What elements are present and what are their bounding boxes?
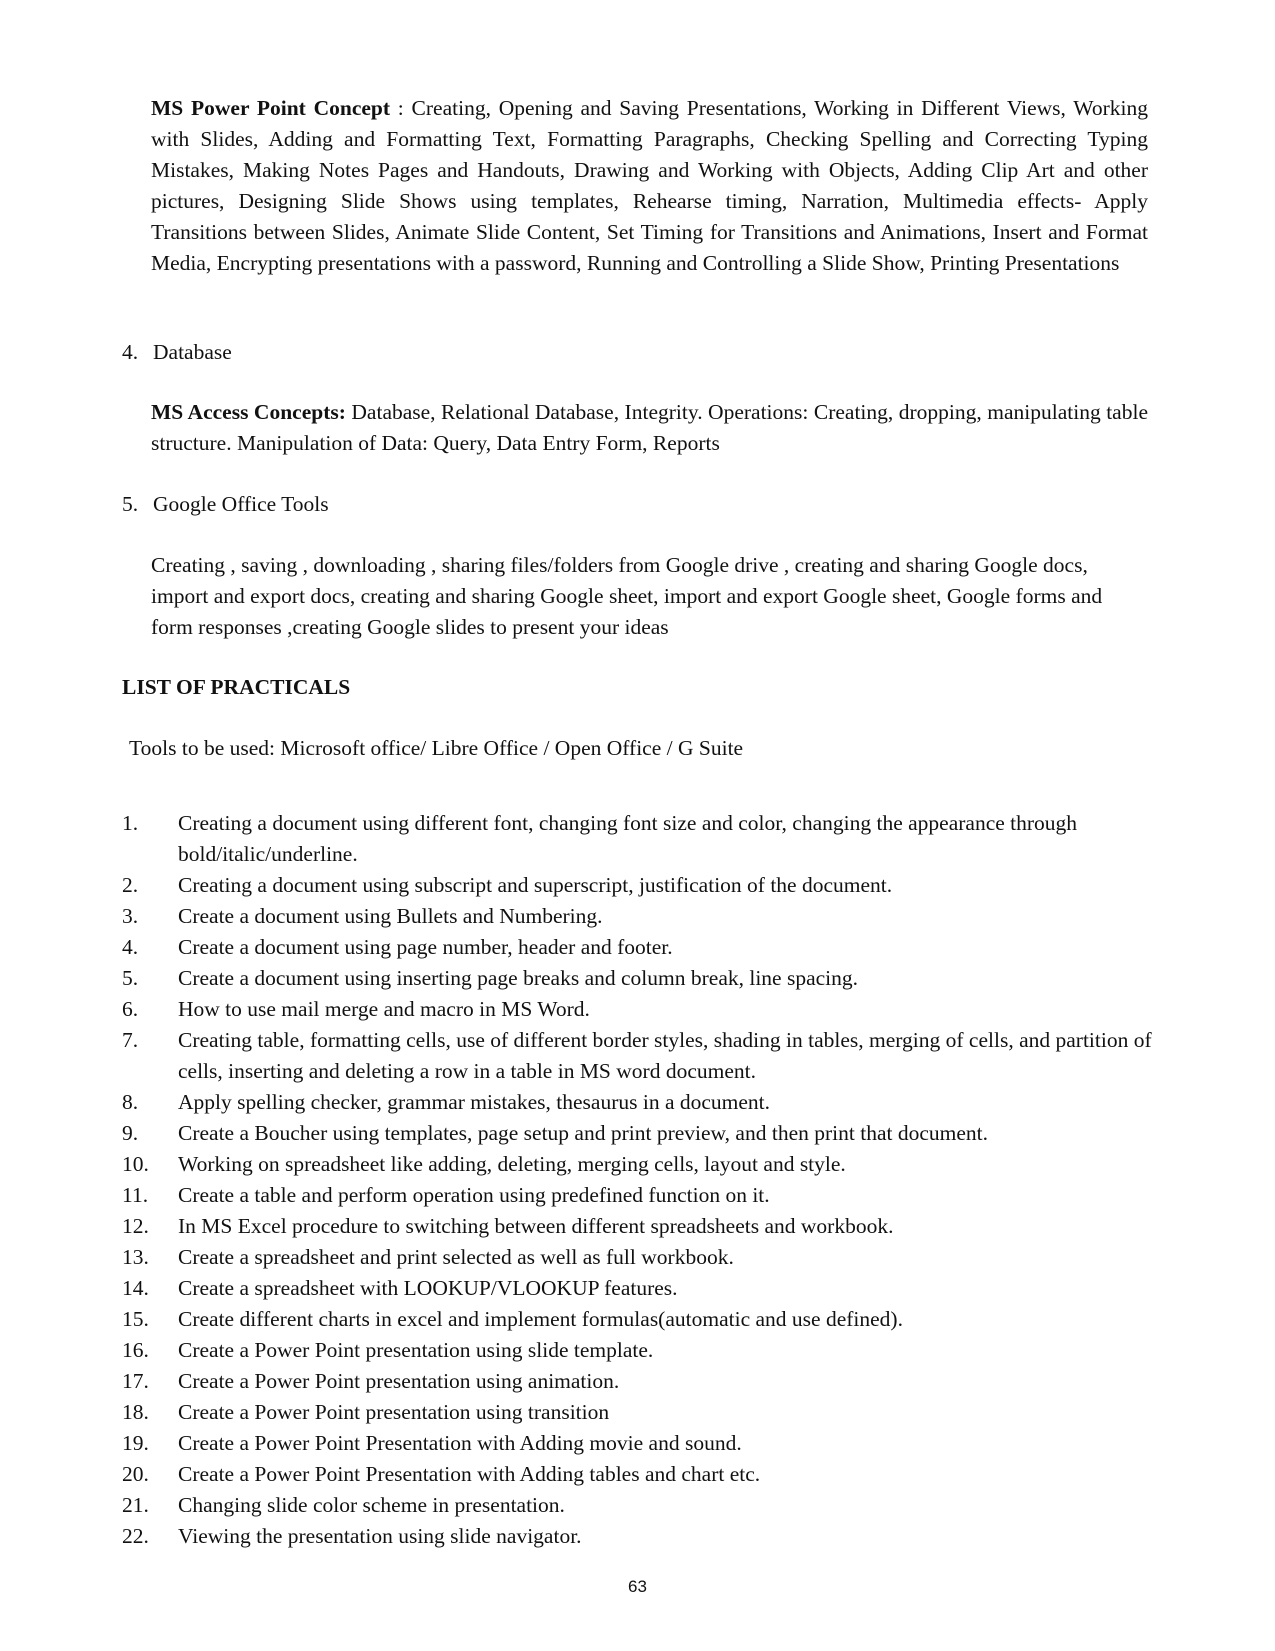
practical-text: In MS Excel procedure to switching between different spreadsheets and workbook. [178,1214,894,1238]
practical-item [122,1273,1152,1304]
practical-item [122,1211,1152,1242]
practical-text: How to use mail merge and macro in MS Word. [178,997,590,1021]
practical-item [122,1521,1152,1552]
practical-item [122,963,1152,994]
practical-text: Create a Power Point Presentation with Adding tables and chart etc. [178,1462,761,1486]
practical-text: Create a spreadsheet and print selected as well as full workbook. [178,1245,734,1269]
practical-number: 4. [122,935,139,959]
practical-number: 21. [122,1493,149,1517]
practical-number: 19. [122,1431,149,1455]
practical-item [122,901,1152,932]
practical-item [122,1242,1152,1273]
practical-item [122,1180,1152,1211]
tools-line: Tools to be used: Microsoft office/ Libre Office / Open Office / G Suite [129,736,744,760]
practical-item [122,808,1152,870]
practical-item [122,1149,1152,1180]
practical-number: 1. [122,811,139,835]
practical-item [122,1025,1152,1087]
practical-item [122,1118,1152,1149]
practical-number: 6. [122,997,139,1021]
practical-text: Create a Power Point Presentation with Adding movie and sound. [178,1431,742,1455]
section-number: 5. [122,492,139,516]
access-concepts-text: Database, Relational Database, Integrity. Operations: Creating, dropping, manipulating table structure. Manipulation of Data: Query, Data Entry Form, Reports [151,400,1148,455]
practical-number: 12. [122,1214,149,1238]
section-number: 4. [122,340,139,364]
section-google-tools-heading [122,489,329,520]
practical-number: 2. [122,873,139,897]
powerpoint-concept-text: : Creating, Opening and Saving Presentations, Working in Different Views, Working with Slides, Adding and Formatting Text, Formatting Paragraphs, Checking Spelling and Correcting Typing Mistakes, Making Notes Pages and Handouts, Drawing and Working with Objects, Adding Clip Art and other pictures, Designing Slide Shows using templates, Rehearse timing, Narration, Multimedia effects- Apply Transitions between Slides, Animate Slide Content, Set Timing for Transitions and Animations, Insert and Format Media, Encrypting presentations with a password, Running and Controlling a Slide Show, Printing Presentations [151,96,1148,275]
practical-item [122,1397,1152,1428]
practical-number: 5. [122,966,139,990]
practical-item [122,1428,1152,1459]
practical-number: 14. [122,1276,149,1300]
practical-text: Working on spreadsheet like adding, deleting, merging cells, layout and style. [178,1152,846,1176]
practical-item [122,1366,1152,1397]
practicals-list [122,808,1152,1552]
practical-number: 13. [122,1245,149,1269]
practical-item [122,1304,1152,1335]
practical-item [122,1490,1152,1521]
powerpoint-concept-paragraph [151,93,1148,279]
practical-text: Create a spreadsheet with LOOKUP/VLOOKUP features. [178,1276,678,1300]
practical-number: 18. [122,1400,149,1424]
practical-number: 10. [122,1152,149,1176]
practical-number: 17. [122,1369,149,1393]
practical-number: 9. [122,1121,139,1145]
practical-number: 3. [122,904,139,928]
practical-item [122,994,1152,1025]
practical-item [122,1335,1152,1366]
google-tools-paragraph: Creating , saving , downloading , sharing files/folders from Google drive , creating and sharing Google docs, import and export docs, creating and sharing Google sheet, import and export Google sheet, Google forms and form responses ,creating Google slides to present your ideas [151,553,1103,639]
practical-text: Viewing the presentation using slide navigator. [178,1524,582,1548]
practicals-heading: LIST OF PRACTICALS [122,675,351,699]
practical-item [122,932,1152,963]
powerpoint-concept-label: MS Power Point Concept [151,96,391,120]
practical-text: Create a document using Bullets and Numbering. [178,904,603,928]
practical-text: Create a table and perform operation using predefined function on it. [178,1183,770,1207]
practical-text: Apply spelling checker, grammar mistakes, thesaurus in a document. [178,1090,771,1114]
practical-text: Create a Boucher using templates, page setup and print preview, and then print that document. [178,1121,988,1145]
practical-text: Create different charts in excel and implement formulas(automatic and use defined). [178,1307,903,1331]
practical-item [122,1459,1152,1490]
practical-item [122,870,1152,901]
practical-number: 7. [122,1028,139,1052]
practical-number: 15. [122,1307,149,1331]
practical-number: 11. [122,1183,149,1207]
practical-text: Changing slide color scheme in presentation. [178,1493,565,1517]
section-title: Database [153,340,232,364]
practical-number: 20. [122,1462,149,1486]
access-concepts-paragraph [151,397,1148,459]
practical-number: 8. [122,1090,139,1114]
practical-text: Create a Power Point presentation using animation. [178,1369,620,1393]
practical-text: Create a Power Point presentation using slide template. [178,1338,654,1362]
practical-number: 16. [122,1338,149,1362]
practical-text: Create a document using inserting page breaks and column break, line spacing. [178,966,859,990]
practical-text: Creating table, formatting cells, use of different border styles, shading in tables, merging of cells, and partition of cells, inserting and deleting a row in a table in MS word document. [178,1028,1152,1083]
section-title: Google Office Tools [153,492,329,516]
practical-text: Creating a document using different font, changing font size and color, changing the appearance through bold/italic/underline. [178,811,1078,866]
practical-item [122,1087,1152,1118]
section-database-heading [122,337,232,368]
practical-text: Creating a document using subscript and superscript, justification of the document. [178,873,893,897]
practical-text: Create a document using page number, header and footer. [178,935,673,959]
practical-text: Create a Power Point presentation using transition [178,1400,610,1424]
practical-number: 22. [122,1524,149,1548]
page-number: 63 [628,1577,647,1596]
access-concepts-label: MS Access Concepts: [151,400,346,424]
